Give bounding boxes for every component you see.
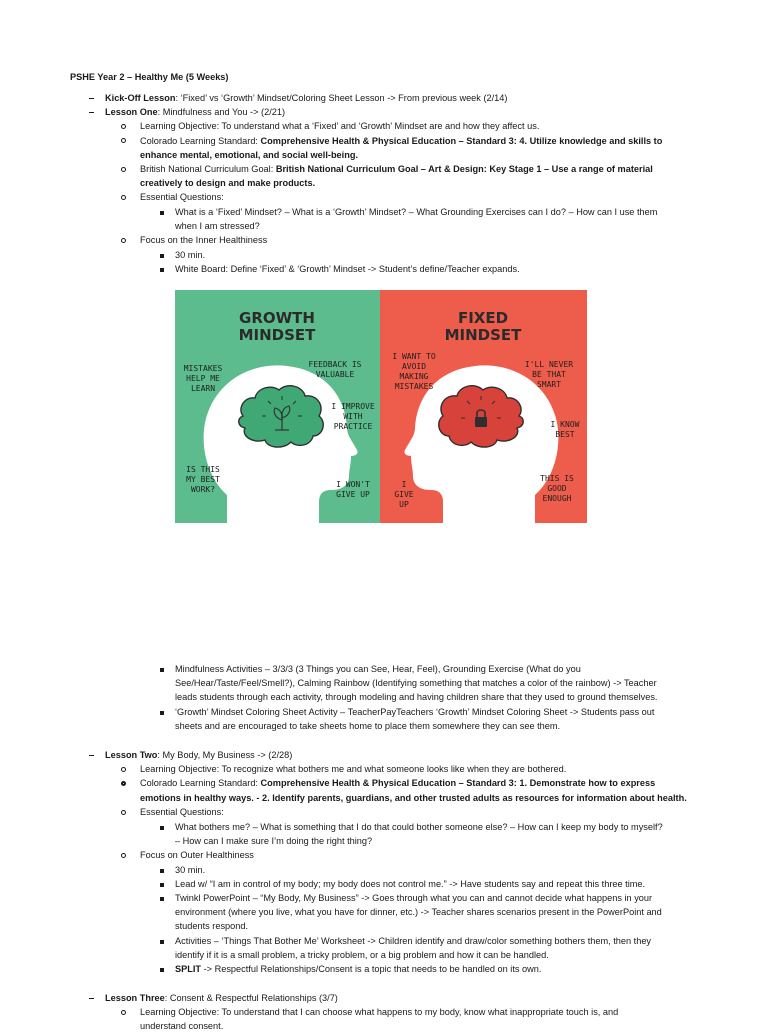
lesson-two-twinkl-cont: students respond. xyxy=(175,921,249,931)
square-bullet xyxy=(160,897,164,901)
circle-bullet xyxy=(121,124,126,129)
lesson-three-objective-cont: understand consent. xyxy=(140,1021,224,1031)
lesson-three-text: : Consent & Respectful Relationships (3/7) xyxy=(164,993,338,1003)
lesson-one-questions-label: Essential Questions: xyxy=(140,192,224,202)
split-label: SPLIT xyxy=(175,964,202,974)
split-text: -> Respectful Relationships/Consent is a topic that needs to be handled on its own. xyxy=(201,964,542,974)
note-feedback: FEEDBACK IS VALUABLE xyxy=(308,360,362,379)
kickoff-text: : ‘Fixed’ vs ‘Growth’ Mindset/Coloring Sheet Lesson -> From previous week (2/14) xyxy=(175,93,508,103)
lesson-one-standard-cont: enhance mental, emotional, and social well-being. xyxy=(140,150,358,160)
note-mistakes: MISTAKES HELP ME LEARN xyxy=(183,364,223,393)
circle-bullet xyxy=(121,810,126,815)
activity-mindfulness-cont: See/Hear/Taste/Feel/Smell?), Calming Rainbow (Identifying something that matches a color of the rainbow) -> Teacher xyxy=(175,678,657,688)
lesson-three-label: Lesson Three xyxy=(105,993,165,1003)
lesson-two-twinkl-cont: environment (where you live, what you have for dinner, etc.) -> Teacher shares scenarios present in the PowerPoint and xyxy=(175,907,662,917)
lesson-two-label: Lesson Two xyxy=(105,750,158,760)
lesson-two-text: : My Body, My Business -> (2/28) xyxy=(157,750,293,760)
lesson-one-standard xyxy=(140,134,662,148)
national-bold: British National Curriculum Goal – Art & Design: Key Stage 1 – Use a range of material xyxy=(275,164,653,174)
circle-bullet xyxy=(121,167,126,172)
square-bullet xyxy=(160,883,164,887)
square-bullet xyxy=(160,826,164,830)
circle-bullet xyxy=(121,781,126,786)
circle-bullet xyxy=(121,138,126,143)
note-avoid-mistakes: I WANT TO AVOID MAKING MISTAKES xyxy=(392,352,436,391)
lesson-one-label: Lesson One xyxy=(105,107,158,117)
circle-bullet xyxy=(121,767,126,772)
lesson-one-national-cont: creatively to design and make products. xyxy=(140,178,316,188)
square-bullet xyxy=(160,711,164,715)
note-give-up: I GIVE UP xyxy=(394,480,414,509)
lesson-three-objective: Learning Objective: To understand that I can choose what happens to my body, know what inappropriate touch is, and xyxy=(140,1007,619,1017)
lesson-one-duration: 30 min. xyxy=(175,250,206,260)
lesson-one-questions: What is a ‘Fixed’ Mindset? – What is a ‘Growth’ Mindset? – What Grounding Exercises can I do? – How can I use them xyxy=(175,207,658,217)
standard-bold: Comprehensive Health & Physical Education – Standard 3: 1. Demonstrate how to express xyxy=(260,778,656,788)
activity-mindfulness: Mindfulness Activities – 3/3/3 (3 Things you can See, Hear, Feel), Grounding Exercise (What do you xyxy=(175,664,581,674)
lesson-one-objective: Learning Objective: To understand what a ‘Fixed’ and ‘Growth’ Mindset are and how they affect us. xyxy=(140,121,540,131)
lesson-one-whiteboard: White Board: Define ‘Fixed’ & ‘Growth’ Mindset -> Student’s define/Teacher expands. xyxy=(175,264,520,274)
square-bullet xyxy=(160,968,164,972)
dash-bullet xyxy=(89,112,94,113)
standard-prefix: Colorado Learning Standard: xyxy=(140,778,261,788)
fixed-title-line: MINDSET xyxy=(444,326,522,344)
lesson-two-heading xyxy=(105,748,292,762)
lesson-one-questions-cont: when I am stressed? xyxy=(175,221,260,231)
note-wont-give-up: I WON'T GIVE UP xyxy=(336,480,370,499)
square-bullet xyxy=(160,254,164,258)
growth-title-line: MINDSET xyxy=(238,326,316,344)
lesson-two-questions: What bothers me? – What is something that I do that could bother someone else? – How can I keep my body to myself? xyxy=(175,822,663,832)
lesson-two-standard-cont: emotions in healthy ways. - 2. Identify parents, guardians, and other trusted adults as resources for information about health. xyxy=(140,793,687,803)
lesson-two-twinkl: Twinkl PowerPoint – “My Body, My Business” -> Goes through what you can and cannot decide what happens in your xyxy=(175,893,653,903)
dash-bullet xyxy=(89,755,94,756)
note-best-work: IS THIS MY BEST WORK? xyxy=(186,465,220,494)
lesson-two-focus: Focus on Outer Healthiness xyxy=(140,850,254,860)
circle-bullet xyxy=(121,195,126,200)
activity-coloring: ‘Growth’ Mindset Coloring Sheet Activity – TeacherPayTeachers ‘Growth’ Mindset Coloring Sheet -> Students pass out xyxy=(175,707,655,717)
lesson-three-heading xyxy=(105,991,338,1005)
lesson-two-duration: 30 min. xyxy=(175,865,206,875)
square-bullet xyxy=(160,668,164,672)
mindset-graphic xyxy=(175,290,587,523)
note-good-enough: THIS IS GOOD ENOUGH xyxy=(540,474,574,503)
growth-title xyxy=(231,310,323,344)
circle-bullet xyxy=(121,853,126,858)
growth-title-line: GROWTH xyxy=(239,309,315,327)
kickoff-label: Kick-Off Lesson xyxy=(105,93,176,103)
lesson-one-national-goal xyxy=(140,162,653,176)
kickoff-line xyxy=(105,91,507,105)
activity-mindfulness-cont: leads students through each activity, through modeling and having children share that they used to ground themselves. xyxy=(175,692,658,702)
dash-bullet xyxy=(89,998,94,999)
lesson-one-heading xyxy=(105,105,285,119)
activity-coloring-cont: sheets and are encouraged to take sheets home to place them somewhere they can see them. xyxy=(175,721,561,731)
lesson-one-text: : Mindfulness and You -> (2/21) xyxy=(157,107,286,117)
lesson-two-activities-cont: identify if it is a small problem, a tricky problem, or a big problem and how it can be handled. xyxy=(175,950,549,960)
lesson-two-activities: Activities – ‘Things That Bother Me’ Worksheet -> Children identify and draw/color something bothers them, then they xyxy=(175,936,652,946)
square-bullet xyxy=(160,940,164,944)
dash-bullet xyxy=(89,98,94,99)
circle-bullet xyxy=(121,238,126,243)
square-bullet xyxy=(160,211,164,215)
lesson-two-objective: Learning Objective: To recognize what bothers me and what someone looks like when they are bothered. xyxy=(140,764,567,774)
square-bullet xyxy=(160,869,164,873)
standard-bold: Comprehensive Health & Physical Education – Standard 3: 4. Utilize knowledge and skills to xyxy=(260,136,663,146)
standard-prefix: Colorado Learning Standard: xyxy=(140,136,261,146)
note-know-best: I KNOW BEST xyxy=(550,420,580,439)
note-never-smart: I'LL NEVER BE THAT SMART xyxy=(524,360,574,389)
square-bullet xyxy=(160,268,164,272)
note-improve: I IMPROVE WITH PRACTICE xyxy=(331,402,375,431)
lesson-two-questions-label: Essential Questions: xyxy=(140,807,224,817)
lesson-two-split xyxy=(175,962,541,976)
lesson-one-focus: Focus on the Inner Healthiness xyxy=(140,235,268,245)
fixed-title xyxy=(437,310,529,344)
lesson-two-standard xyxy=(140,776,655,790)
lesson-two-questions-cont: – How can I make sure I’m doing the right thing? xyxy=(175,836,373,846)
national-prefix: British National Curriculum Goal: xyxy=(140,164,276,174)
lesson-two-lead: Lead w/ “I am in control of my body; my body does not control me.” -> Have students say and repeat this three time. xyxy=(175,879,646,889)
circle-bullet xyxy=(121,1010,126,1015)
document-title: PSHE Year 2 – Healthy Me (5 Weeks) xyxy=(70,72,229,82)
fixed-title-line: FIXED xyxy=(457,309,509,327)
